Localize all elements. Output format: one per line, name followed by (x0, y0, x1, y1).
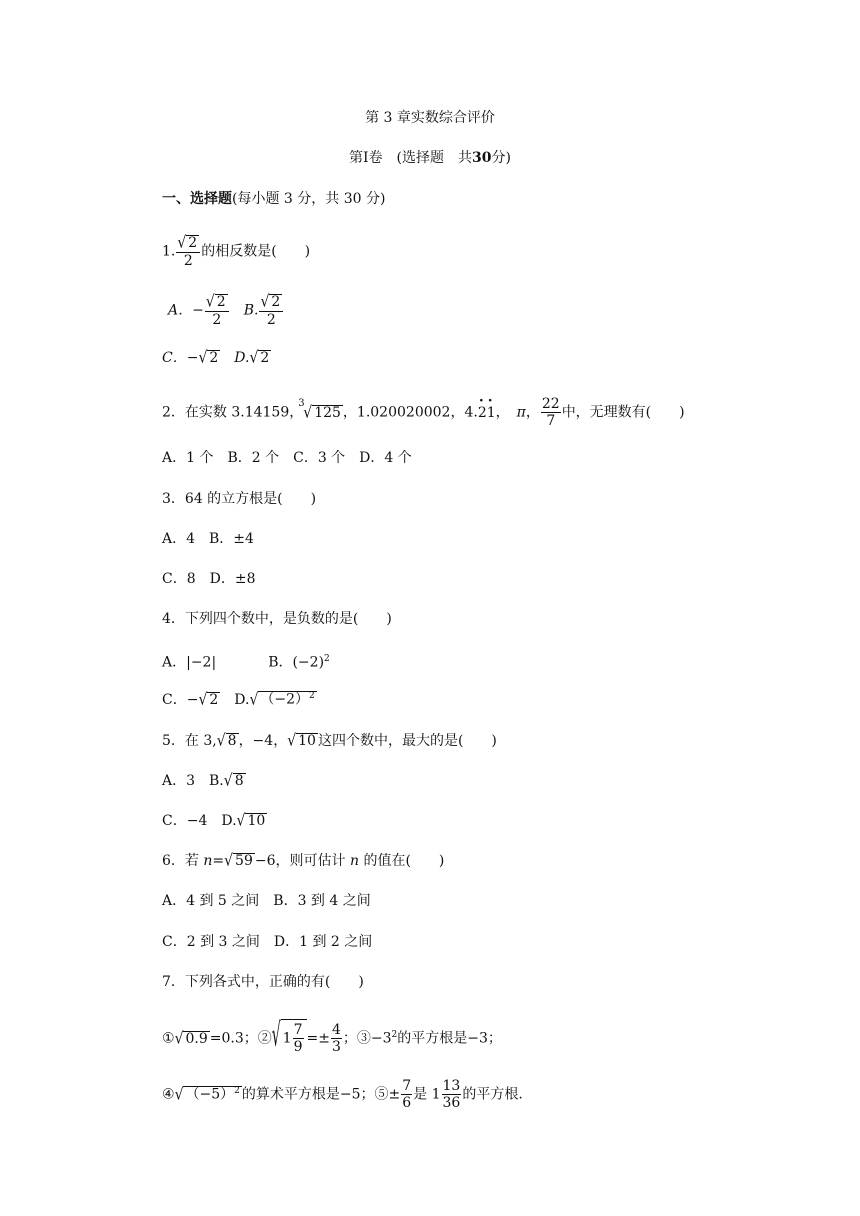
fraction: $\frac{√ 2}{2}$ (176, 234, 200, 269)
question-6-options-cd: C．2 到 3 之间 D．1 到 2 之间 (162, 934, 373, 950)
section-heading: 一、选择题(每小题 3 分，共 30 分) (162, 191, 386, 207)
question-1-options-ab: A．− $\frac{√ 2}{2}$ B. $\frac{√ 2}{2}$ (168, 293, 284, 328)
question-4-options-cd: C．−√ 2 D.√ $(-2)^2$ (162, 690, 315, 710)
document-title: 第 3 章实数综合评价 (365, 110, 495, 126)
question-5-options-ab: A．3 B.√ 8 (162, 771, 244, 791)
question-1-options-cd: C．−√ 2 D.√ 2 (162, 348, 270, 368)
question-7-items-4-5: ④√ $(-5)^2$ 的算术平方根是−5；⑤± $\frac{7}{6}$ 是 1 $\frac{13}{36}$ 的平方根. (162, 1078, 523, 1111)
question-3-options-ab: A．4 B．±4 (162, 531, 254, 547)
question-3: 3．64 的立方根是( ) (162, 491, 317, 507)
question-7-items-1-3: ①√ 0.9 =0.3；②√ 1 $\frac{7}{9}$ =± $\frac{4}{3}$ ；$③-3^2$的平方根是−3； (162, 1017, 502, 1055)
question-5-options-cd: C．−4 D.√ 10 (162, 811, 266, 831)
question-5: 5．在 3,√ 8 ，−4，√ 10 这四个数中，最大的是( ) (162, 731, 497, 751)
question-6: 6．若 n=√ 59 −6，则可估计 n 的值在( ) (162, 851, 445, 871)
question-6-options-ab: A．4 到 5 之间 B．3 到 4 之间 (162, 893, 371, 909)
question-4-options-ab: A．|−2| B．$(-2)^2$ (162, 654, 330, 671)
cube-root: 3 √ 125 (298, 397, 341, 422)
question-3-options-cd: C．8 D．±8 (162, 571, 256, 587)
question-1: 1. $\frac{√ 2}{2}$ 的相反数是( ) (162, 233, 311, 269)
question-2-options: A．1 个 B．2 个 C．3 个 D．4 个 (162, 450, 412, 466)
question-7: 7．下列各式中，正确的有( ) (162, 974, 364, 990)
question-2: 2．在实数 3.14159， 3 √ 125 ，1.020020002，4.· 2· 1， π， $\frac{22}{7}$ 中，无理数有( ) (162, 396, 685, 429)
part-heading: 第Ⅰ卷 (选择题 共30分) (349, 150, 511, 166)
question-4: 4．下列四个数中，是负数的是( ) (162, 611, 392, 627)
